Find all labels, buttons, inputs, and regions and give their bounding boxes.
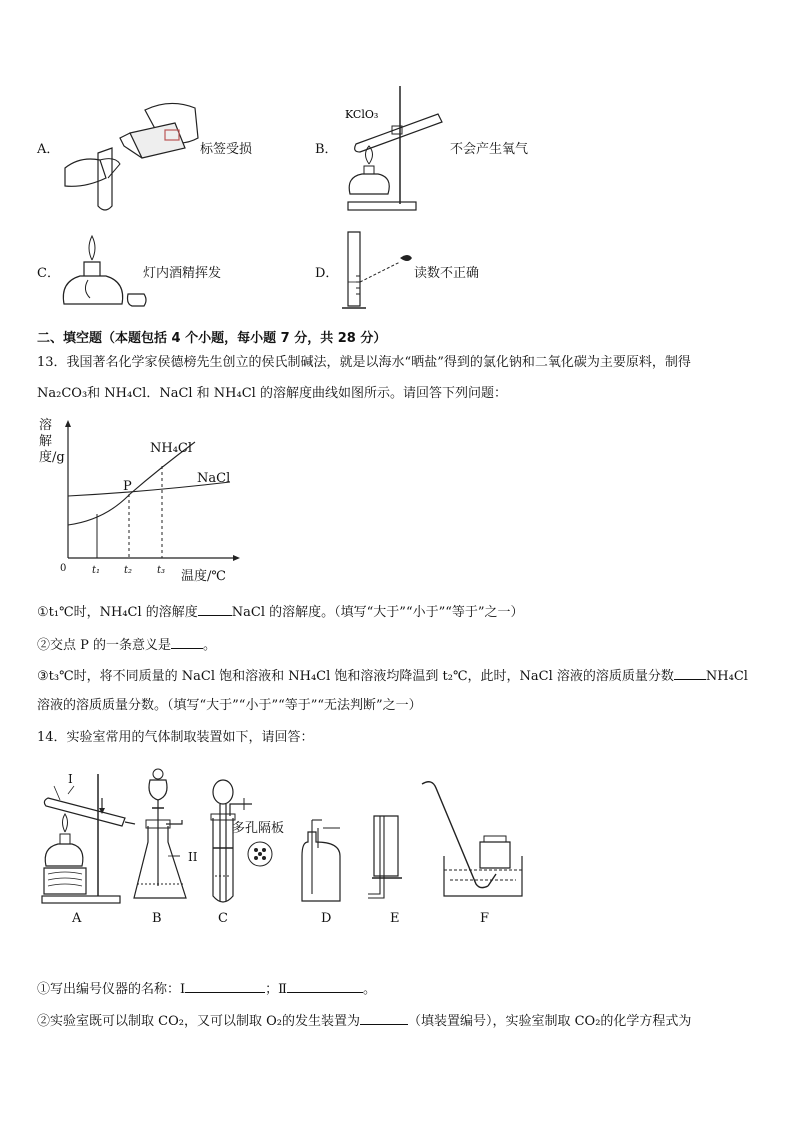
option-d-text: 读数不正确 <box>414 266 480 281</box>
apparatus-e <box>368 816 402 898</box>
apparatus-a <box>42 774 135 903</box>
answer-blank-6[interactable] <box>360 1011 408 1025</box>
q13-intro-line2: Na₂CO₃和 NH₄Cl．NaCl 和 NH₄Cl 的溶解度曲线如图所示。请回答下列问题： <box>37 386 507 401</box>
option-c-text: 灯内酒精挥发 <box>143 266 222 281</box>
option-c-letter: C． <box>37 266 60 281</box>
answer-blank-2[interactable] <box>171 635 203 649</box>
option-d-illustration <box>338 226 418 314</box>
kclo3-label: KClO₃ <box>345 108 379 121</box>
section-heading: 二、填空题（本题包括 4 个小题，每小题 7 分，共 28 分） <box>37 331 387 346</box>
q13-subq3: ③t₃℃时，将不同质量的 NaCl 饱和溶液和 NH₄Cl 饱和溶液均降温到 t₂℃，此时，NaCl 溶液的溶质质量分数 NH₄Cl <box>37 666 748 686</box>
apparatus-f <box>422 782 522 896</box>
apparatus-d <box>302 820 340 901</box>
option-b-illustration <box>338 82 448 217</box>
t3-label: t₃ <box>157 565 166 576</box>
q14-intro: 14．实验室常用的气体制取装置如下，请回答： <box>37 730 314 745</box>
label-e: E <box>390 911 400 926</box>
option-a-illustration <box>60 98 200 213</box>
answer-blank-3[interactable] <box>674 666 706 680</box>
t1-label: t₁ <box>92 565 101 576</box>
label-d: D <box>321 911 332 926</box>
apparatus-figure <box>40 756 540 931</box>
q14-subq2: ②实验室既可以制取 CO₂，又可以制取 O₂的发生装置为 （填装置编号），实验室制取 CO₂的化学方程式为 <box>37 1011 691 1031</box>
apparatus-b <box>134 769 186 898</box>
option-c-illustration <box>60 232 155 312</box>
nh4cl-label: NH₄Cl <box>150 441 193 456</box>
label-i: I <box>68 772 73 786</box>
origin-label: 0 <box>60 563 67 574</box>
answer-blank-4[interactable] <box>185 979 265 993</box>
q13-subq3-cont: 溶液的溶质质量分数。（填写“大于”“小于”“等于”“无法判断”之一） <box>37 698 422 713</box>
option-b-text: 不会产生氧气 <box>450 142 529 157</box>
answer-blank-1[interactable] <box>198 602 232 616</box>
option-a-letter: A． <box>37 142 60 157</box>
y-axis-label: 溶解度/g <box>39 418 65 465</box>
label-f: F <box>480 911 490 926</box>
solubility-chart <box>35 418 245 590</box>
option-d-letter: D． <box>315 266 339 281</box>
label-b: B <box>152 911 162 926</box>
q13-intro-line1: 13．我国著名化学家侯德榜先生创立的侯氏制碱法，就是以海水“晒盐”得到的氯化钠和二氧化碳为主要原料，制得 <box>37 355 691 370</box>
label-a: A <box>72 911 82 926</box>
label-porous-plate: 多孔隔板 <box>232 821 285 836</box>
x-axis-label: 温度/℃ <box>181 569 226 584</box>
t2-label: t₂ <box>124 565 133 576</box>
label-c: C <box>218 911 228 926</box>
q13-subq1: ①t₁℃时，NH₄Cl 的溶解度 NaCl 的溶解度。（填写“大于”“小于”“等于”之一） <box>37 602 524 622</box>
point-p-label: P <box>123 479 132 494</box>
q14-subq1: ①写出编号仪器的名称：Ⅰ ；Ⅱ 。 <box>37 979 376 999</box>
apparatus-c <box>211 780 272 902</box>
option-a-text: 标签受损 <box>200 142 253 157</box>
option-b-letter: B． <box>315 142 338 157</box>
label-ii: II <box>188 850 198 864</box>
answer-blank-5[interactable] <box>287 979 363 993</box>
nacl-label: NaCl <box>197 471 231 486</box>
q13-subq2: ②交点 P 的一条意义是 。 <box>37 635 216 655</box>
